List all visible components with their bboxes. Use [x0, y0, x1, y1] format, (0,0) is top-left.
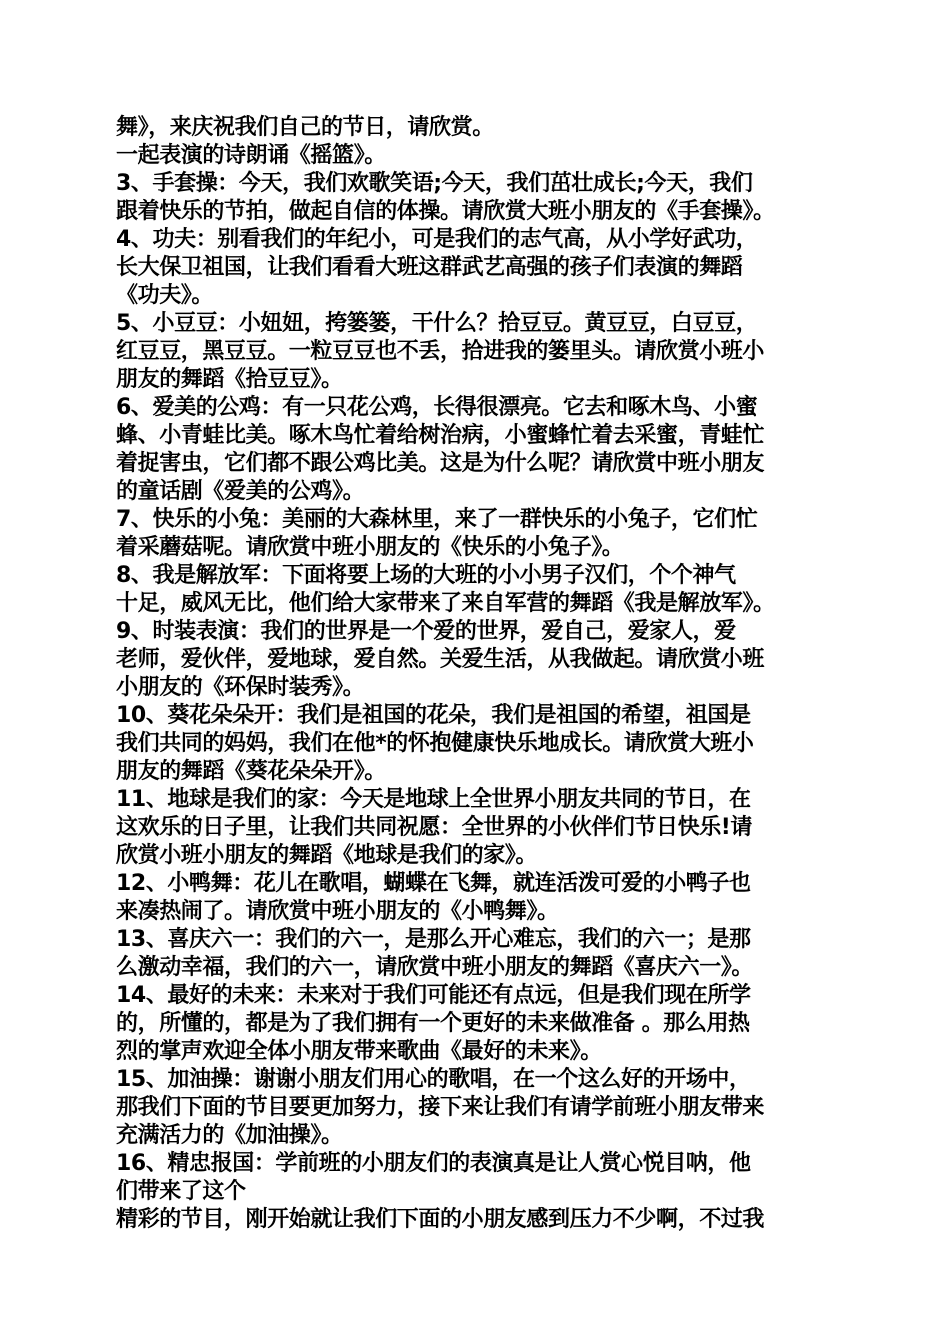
text-line: 我们共同的妈妈，我们在他*的怀抱健康快乐地成长。请欣赏大班小 [116, 731, 754, 756]
text-line: 16、精忠报国：学前班的小朋友们的表演真是让人赏心悦目呐，他 [116, 1151, 751, 1176]
text-line: 跟着快乐的节拍，做起自信的体操。请欣赏大班小朋友的《手套操》。 [116, 199, 775, 224]
text-line: 们带来了这个 [116, 1179, 246, 1204]
text-line: 蜂、小青蛙比美。啄木鸟忙着给树治病，小蜜蜂忙着去采蜜，青蛙忙 [116, 423, 765, 448]
text-line: 9、时装表演：我们的世界是一个爱的世界，爱自己，爱家人，爱 [116, 619, 736, 644]
document-body [116, 114, 846, 1234]
text-line: 着采蘑菇呢。请欣赏中班小朋友的《快乐的小兔子》。 [116, 535, 624, 560]
text-line: 小朋友的《环保时装秀》。 [116, 675, 365, 700]
text-line: 朋友的舞蹈《葵花朵朵开》。 [116, 759, 386, 784]
text-line: 十足，威风无比，他们给大家带来了来自军营的舞蹈《我是解放军》。 [116, 591, 775, 616]
text-line: 舞》，来庆祝我们自己的节日，请欣赏。 [116, 115, 494, 140]
text-line: 4、功夫：别看我们的年纪小，可是我们的志气高，从小学好武功， [116, 227, 758, 252]
text-line: 么激动幸福，我们的六一，请欣赏中班小朋友的舞蹈《喜庆六一》。 [116, 955, 754, 980]
text-line: 12、小鸭舞：花儿在歌唱，蝴蝶在飞舞，就连活泼可爱的小鸭子也 [116, 871, 751, 896]
text-line: 14、最好的未来：未来对于我们可能还有点远，但是我们现在所学 [116, 983, 751, 1008]
text-line: 的，所懂的，都是为了我们拥有一个更好的未来做准备 。那么用热 [116, 1011, 750, 1036]
text-line: 的童话剧《爱美的公鸡》。 [116, 479, 365, 504]
text-line: 精彩的节目，刚开始就让我们下面的小朋友感到压力不少啊，不过我 [116, 1207, 765, 1232]
text-line: 《功夫》。 [116, 283, 214, 308]
text-line: 来凑热闹了。请欣赏中班小朋友的《小鸭舞》。 [116, 899, 559, 924]
text-line: 3、手套操：今天，我们欢歌笑语;今天，我们茁壮成长;今天，我们 [116, 171, 753, 196]
text-line: 一起表演的诗朗诵《摇篮》。 [116, 143, 386, 168]
text-line: 着捉害虫，它们都不跟公鸡比美。这是为什么呢？请欣赏中班小朋友 [116, 451, 765, 476]
text-line: 老师，爱伙伴，爱地球，爱自然。关爱生活，从我做起。请欣赏小班 [116, 647, 765, 672]
text-line: 15、加油操：谢谢小朋友们用心的歌唱，在一个这么好的开场中， [116, 1067, 751, 1092]
text-line: 13、喜庆六一：我们的六一，是那么开心难忘，我们的六一；是那 [116, 927, 751, 952]
text-line: 长大保卫祖国，让我们看看大班这群武艺高强的孩子们表演的舞蹈 [116, 255, 743, 280]
text-line: 红豆豆，黑豆豆。一粒豆豆也不丢，拾进我的篓里头。请欣赏小班小 [116, 339, 765, 364]
text-line: 这欢乐的日子里，让我们共同祝愿：全世界的小伙伴们节日快乐!请 [116, 815, 753, 840]
text-line: 8、我是解放军：下面将要上场的大班的小小男子汉们，个个神气 [116, 563, 736, 588]
text-line: 11、地球是我们的家：今天是地球上全世界小朋友共同的节日，在 [116, 787, 751, 812]
text-line: 6、爱美的公鸡：有一只花公鸡，长得很漂亮。它去和啄木鸟、小蜜 [116, 395, 758, 420]
text-line: 充满活力的《加油操》。 [116, 1123, 343, 1148]
text-line: 10、葵花朵朵开：我们是祖国的花朵，我们是祖国的希望，祖国是 [116, 703, 751, 728]
text-line: 欣赏小班小朋友的舞蹈《地球是我们的家》。 [116, 843, 538, 868]
text-line: 7、快乐的小兔：美丽的大森林里，来了一群快乐的小兔子，它们忙 [116, 507, 758, 532]
text-line: 那我们下面的节目要更加努力，接下来让我们有请学前班小朋友带来 [116, 1095, 765, 1120]
text-line: 烈的掌声欢迎全体小朋友带来歌曲《最好的未来》。 [116, 1039, 602, 1064]
text-line: 5、小豆豆：小妞妞，挎篓篓，干什么？拾豆豆。黄豆豆，白豆豆， [116, 311, 758, 336]
text-line: 朋友的舞蹈《拾豆豆》。 [116, 367, 343, 392]
